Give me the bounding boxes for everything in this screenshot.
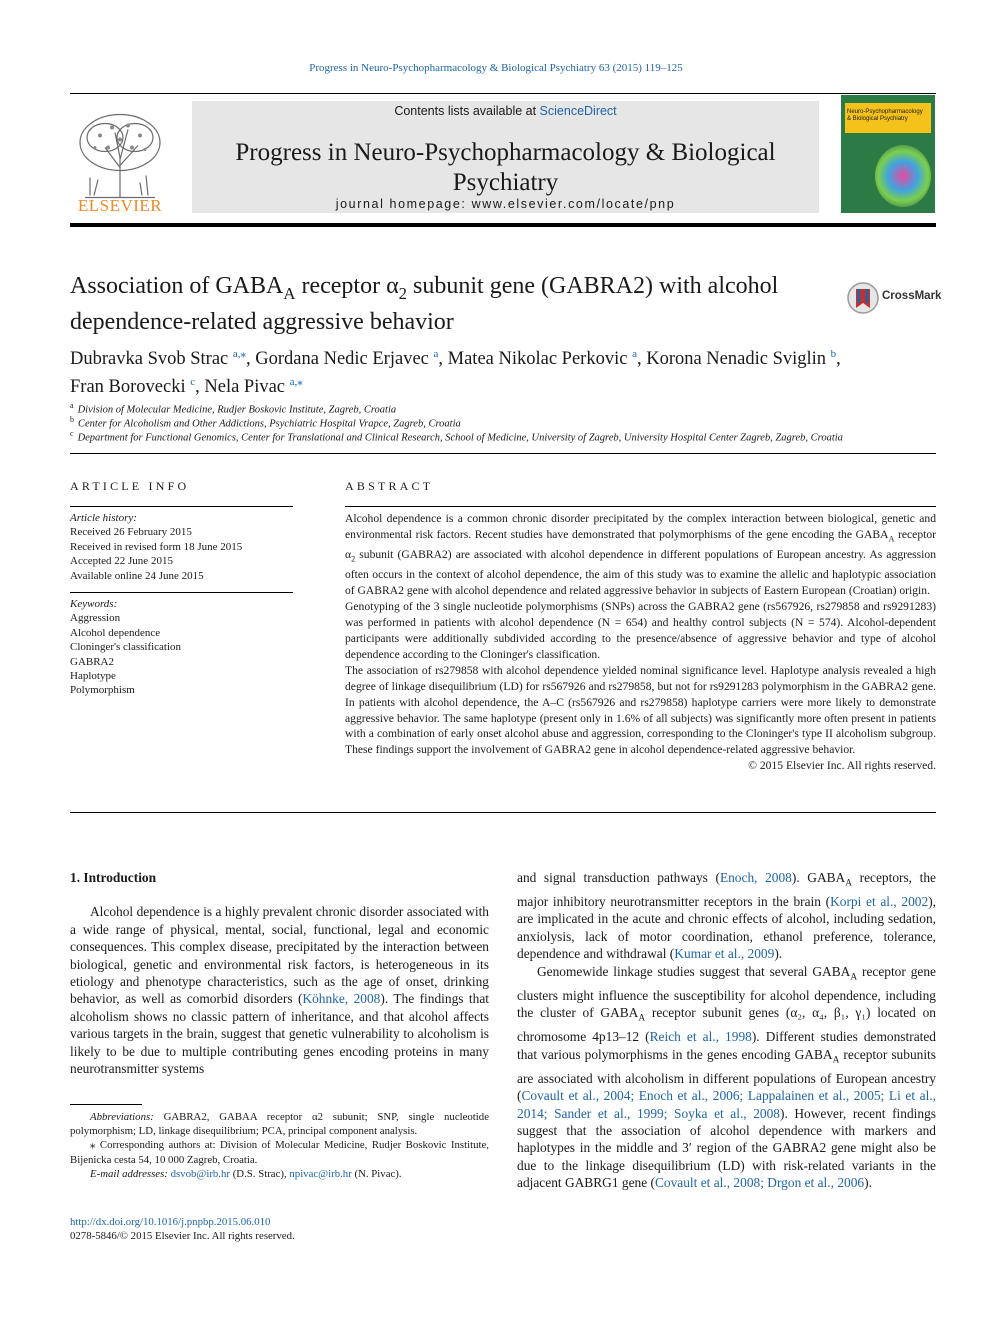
intro-text: ). Different studies demonstrated that various polymorphisms in the genes encoding GABA <box>517 1029 936 1062</box>
citation-link[interactable]: Korpi et al., 2002 <box>830 894 929 910</box>
crossmark-label: CrossMark <box>882 290 942 302</box>
abstract-sub: A <box>888 534 895 544</box>
title-sub-2: 2 <box>398 283 408 303</box>
affiliation <box>70 427 940 446</box>
title-sub-a: A <box>283 283 296 303</box>
author-list: Dubravka Svob Strac $^{a,⁎}$, Gordana Nedic Erjavec $^a$, Matea Nikolac Perkovic $^a$, Korona Nenadic Sviglin $^b$, Fran Borovecki $^c$, Nela Pivac $^{a,⁎}$ <box>70 348 841 398</box>
author-name[interactable]: Matea Nikolac Perkovic <box>447 349 628 370</box>
author-affil-sup[interactable]: b <box>830 348 837 360</box>
intro-paragraph-continued <box>517 869 936 963</box>
abstract-rule <box>345 506 936 507</box>
header-top-rule <box>70 93 936 94</box>
abstract-copyright: © 2015 Elsevier Inc. All rights reserved. <box>748 759 936 773</box>
intro-text: Genomewide linkage studies suggest that several GABA <box>537 963 851 979</box>
title-text-1: Association of GABA <box>70 273 284 299</box>
affiliation-key: b <box>70 415 74 424</box>
author-name[interactable]: Gordana Nedic Erjavec <box>255 349 429 370</box>
corresponding-text: Corresponding authors at: Division of Molecular Medicine, Rudjer Boskovic Institute, Bijenicka cesta 54, 10 000 Zagreb, Croatia. <box>70 1139 489 1166</box>
abstract-paragraph: The association of rs279858 with alcohol dependence yielded nominal significance level. Haplotype analysis revealed a high degree of linkage disequilibrium (LD) for rs567926 and rs279858, but not for rs9291283 polymorphism in the GABRA2 gene. In patients with alcohol dependence, the A–C (rs567926 and rs279858) haplotype carriers were more likely to demonstrate aggressive behavior. The same haplotype (present only in 1.6% of all subjects) was significantly more often present in patients with a combination of early onset alcohol abuse and aggression, corresponding to the Cloninger's type II alcoholism subgroup. These findings support the involvement of GABRA2 gene in alcohol dependence-related aggressive behavior. <box>345 663 936 757</box>
keywords <box>70 597 293 698</box>
author-affil-sup[interactable]: a <box>433 348 439 360</box>
affiliation-text: Division of Molecular Medicine, Rudjer Boskovic Institute, Zagreb, Croatia <box>77 404 397 416</box>
keyword: GABRA2 <box>70 655 115 668</box>
corresponding-mark: ⁎ <box>90 1139 96 1152</box>
intro-text: ). <box>864 1175 872 1191</box>
affiliation-key: a <box>70 401 74 410</box>
homepage-url[interactable]: www.elsevier.com/locate/pnp <box>471 197 676 211</box>
abstract-text: Alcohol dependence is a common chronic disorder precipitated by the complex interaction between biological, genetic and environmental risk factors. Recent studies have demonstrated that polymorphisms of the gene encoding the GABA <box>345 512 936 541</box>
doi-link[interactable]: http://dx.doi.org/10.1016/j.pnpbp.2015.06.010 <box>70 1216 271 1228</box>
keyword: Polymorphism <box>70 684 135 697</box>
title-text-2: receptor α <box>295 273 399 299</box>
intro-text: ). The findings that alcoholism shows no classic pattern of inheritance, and that alcohol affects various targets in the brain, suggest that genetic vulnerability to alcoholism is likely to be due to multiple contributing genes encoding proteins in many neurotransmitter systems <box>70 991 489 1077</box>
abstract-text: subunit (GABRA2) are associated with alcohol dependence in different populations of European ancestry. As aggression often occurs in the context of alcohol dependence, the aim of this study was to examine the allelic and haplotypic association of GABRA2 gene with alcohol dependence and related aggressive behavior in subjects of Eastern European (Croatian) origin. <box>345 548 936 598</box>
history-item: Received 26 February 2015 <box>70 526 192 539</box>
keywords-rule <box>70 592 293 593</box>
intro-paragraph <box>70 903 489 1077</box>
header-bottom-rule <box>70 223 936 227</box>
article-info-rule <box>70 506 293 507</box>
citation-link[interactable]: Enoch, 2008 <box>719 870 792 885</box>
citation-link[interactable]: Reich et al., 1998 <box>649 1029 752 1045</box>
intro-sub: A <box>845 878 853 889</box>
email-owner: (N. Pivac). <box>351 1167 402 1180</box>
affiliation-key: c <box>70 429 74 438</box>
abstract-sub: 2 <box>351 554 356 564</box>
corresponding-footnote <box>70 1138 489 1166</box>
intro-right-column <box>517 869 936 1192</box>
author-affil-sup[interactable]: a <box>632 348 637 360</box>
author-affil-sup[interactable]: c <box>190 376 196 389</box>
title-text-3: subunit gene (GABRA2) with alcohol dependence-related aggressive behavior <box>70 273 779 335</box>
abstract-paragraph: Genotyping of the 3 single nucleotide polymorphisms (SNPs) across the GABRA2 gene (rs567926, rs279858 and rs9291283) was performed in patients with alcohol dependence (N = 654) and healthy control subjects (N = 574). Alcohol-dependent participants were additionally subdivided according to the presence/absence of aggressive behavior and type of alcohol dependence according to the Cloninger's classification. <box>345 600 936 661</box>
abbreviations-label: Abbreviations: <box>90 1111 154 1123</box>
keyword: Cloninger's classification <box>70 641 182 654</box>
intro-text: ), are implicated in the acute and chronic effects of alcohol, including sedation, anxiolysis, lack of motor coordination, ethanol preference, tolerance, dependence and withdrawal ( <box>517 894 936 962</box>
crossmark-button[interactable] <box>846 281 941 315</box>
intro-sub: A <box>832 1055 840 1066</box>
citation-link[interactable]: Köhnke, 2008 <box>302 991 381 1007</box>
affiliations-rule <box>70 453 936 454</box>
article-title <box>70 272 810 337</box>
author-name[interactable]: Nela Pivac <box>204 377 286 398</box>
intro-heading: 1. Introduction <box>70 870 157 885</box>
intro-text: receptor gene clusters might influence the susceptibility for alcohol dependence, including the cluster of GABA <box>517 963 936 1021</box>
footnote-rule <box>70 1104 142 1105</box>
journal-title: Progress in Neuro-Psychopharmacology & Biological Psychiatry <box>235 139 776 196</box>
email-link[interactable]: npivac@irb.hr <box>289 1167 352 1180</box>
abbreviations-footnote <box>70 1110 489 1138</box>
intro-text: receptor subunit genes (α₂, α₄, β₁, γ₁) located on chromosome 4p13–12 ( <box>517 1005 936 1045</box>
affiliation-text: Center for Alcoholism and Other Addictions, Psychiatric Hospital Vrapce, Zagreb, Croatia <box>78 418 461 430</box>
abbreviations-text: GABRA2, GABAA receptor α2 subunit; SNP, single nucleotide polymorphism; LD, linkage disequilibrium; PCA, principal component analysis. <box>70 1111 489 1138</box>
history-item: Accepted 22 June 2015 <box>70 555 173 568</box>
citation-link[interactable]: Kumar et al., 2009 <box>674 946 775 962</box>
email-link[interactable]: dsvob@irb.hr <box>170 1167 231 1180</box>
journal-citation-link[interactable]: Progress in Neuro-Psychopharmacology & Biological Psychiatry 63 (2015) 119–125 <box>309 62 683 74</box>
keyword: Alcohol dependence <box>70 626 161 639</box>
abstract-bottom-rule <box>70 812 936 813</box>
abstract-body <box>345 511 936 774</box>
issn-line: 0278-5846/© 2015 Elsevier Inc. All rights reserved. <box>70 1230 295 1243</box>
history-item: Received in revised form 18 June 2015 <box>70 540 243 553</box>
keywords-label: Keywords: <box>70 598 118 610</box>
journal-cover-image <box>841 95 935 213</box>
journal-homepage-line <box>192 197 819 211</box>
history-item: Available online 24 June 2015 <box>70 569 204 582</box>
intro-text: receptor subunits are associated with alcoholism in different populations of European ancestry ( <box>517 1046 936 1104</box>
history-label: Article history: <box>70 512 137 524</box>
intro-text: Alcohol dependence is a highly prevalent chronic disorder associated with a wide range of physical, mental, social, functional, legal and economic consequences. This complex disease, precipitated by the interaction between biological, genetic and environmental risk factors, is heterogeneous in its etiology and phenotype characteristics, such as the age of onset, drinking behavior, as well as comorbid disorders ( <box>70 904 489 1007</box>
article-info-heading: ARTICLE INFO <box>70 479 190 493</box>
abstract-text: receptor α <box>345 527 936 562</box>
article-history <box>70 511 293 583</box>
intro-text: receptors, the major inhibitory neurotransmitter receptors in the brain ( <box>517 870 936 910</box>
homepage-prefix: journal homepage: <box>335 197 472 211</box>
cover-title-line2: & Biological Psychiatry <box>847 116 908 122</box>
intro-paragraph <box>517 963 936 1192</box>
intro-text: ). GABA <box>791 870 846 885</box>
author-affil-sup[interactable]: a,⁎ <box>232 348 247 360</box>
affiliation-text: Department for Functional Genomics, Center for Translational and Clinical Research, School of Medicine, University of Zagreb, University Hospital Center Zagreb, Zagreb, Croatia <box>77 432 843 444</box>
cover-title-line1: Neuro-Psychopharmacology <box>847 109 923 115</box>
intro-sub: A <box>638 1013 646 1024</box>
email-footnote <box>70 1167 489 1181</box>
footnotes <box>70 1110 489 1181</box>
citation-link[interactable]: Covault et al., 2008; Drgon et al., 2006 <box>654 1175 865 1191</box>
author-name[interactable]: Fran Borovecki <box>70 377 186 398</box>
intro-text: ). <box>774 946 783 962</box>
contents-prefix: Contents lists available at <box>394 104 540 118</box>
keyword: Haplotype <box>70 670 116 683</box>
email-owner: (D.S. Strac), <box>230 1167 290 1180</box>
intro-sub: A <box>850 972 858 983</box>
intro-left-column <box>70 869 489 1077</box>
author-affil-sup[interactable]: a,⁎ <box>289 376 303 389</box>
doi-block <box>70 1215 489 1243</box>
contents-line <box>192 104 819 118</box>
abstract-paragraph <box>345 511 936 599</box>
keyword: Aggression <box>70 612 121 625</box>
author-name[interactable]: Dubravka Svob Strac <box>70 349 229 370</box>
sciencedirect-link[interactable]: ScienceDirect <box>539 104 617 118</box>
publisher-wordmark: ELSEVIER <box>77 196 163 215</box>
email-label: E-mail addresses: <box>90 1167 168 1180</box>
intro-text: and signal transduction pathways ( <box>517 870 720 885</box>
crossmark-icon <box>846 281 880 315</box>
abstract-heading: ABSTRACT <box>345 479 434 493</box>
intro-text: ). However, recent findings suggest that the association of alcohol dependence with markers and haplotypes in the middle and 3′ region of the GABRA2 gene might also be due to the linkage disequilibrium (LD) with risk-related variants in the adjacent GABRG1 gene ( <box>517 1105 936 1191</box>
citation-link[interactable]: Covault et al., 2004; Enoch et al., 2006; Lappalainen et al., 2005; Li et al., 2014; Sander et al., 1999; Soyka et al., 2008 <box>517 1088 936 1121</box>
author-name[interactable]: Korona Nenadic Sviglin <box>646 349 827 370</box>
